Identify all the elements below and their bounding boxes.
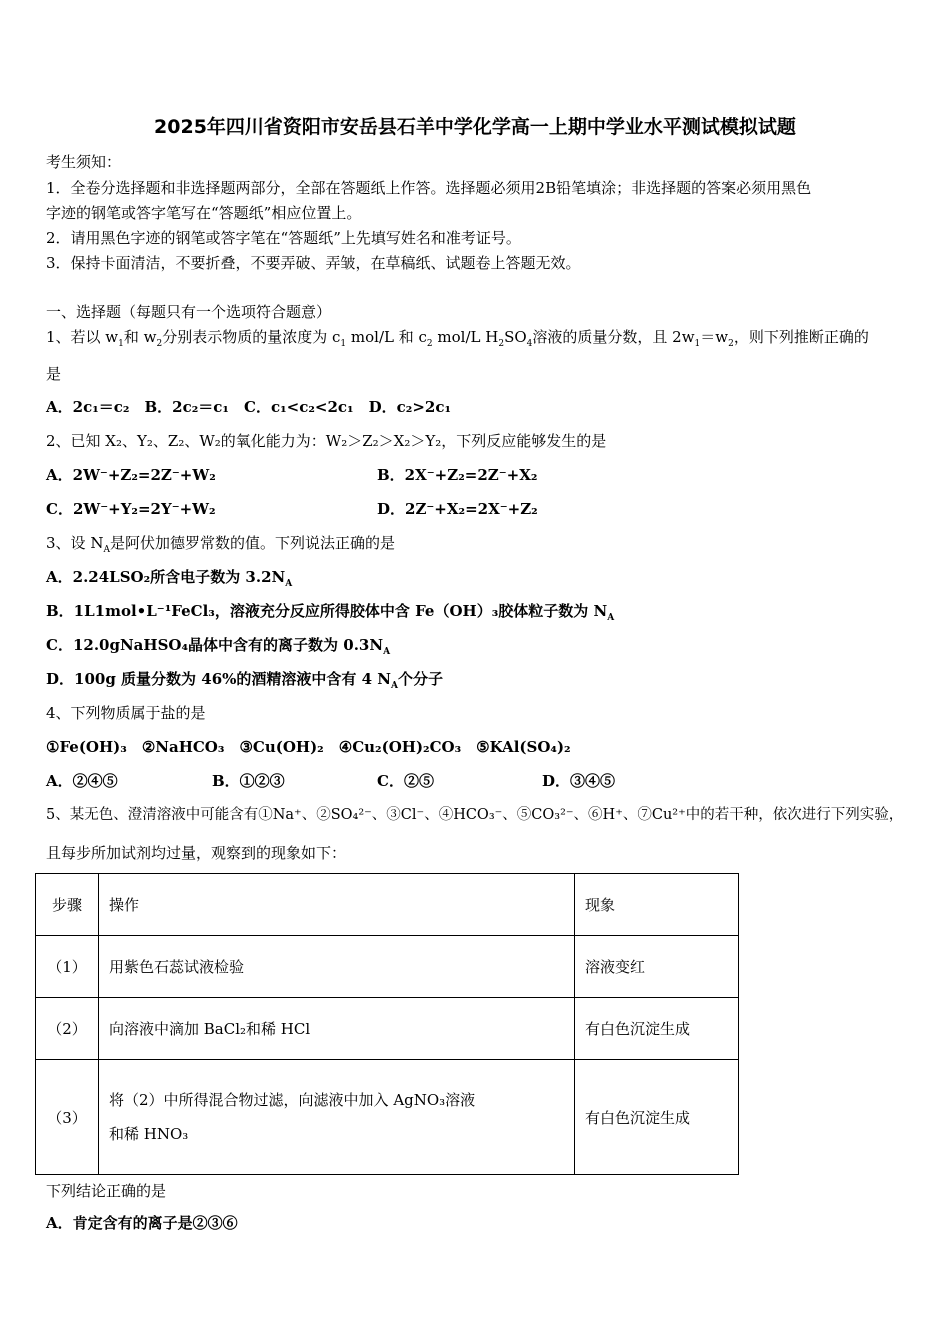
q2-stem: 2、已知 X₂、Y₂、Z₂、W₂的氧化能力为：W₂＞Z₂＞X₂＞Y₂，下列反应能够发生的是 [46, 432, 607, 450]
notice-item-3: 3．保持卡面清洁，不要折叠，不要弄破、弄皱，在草稿纸、试题卷上答题无效。 [46, 254, 581, 272]
q2-option-b: B．2X⁻+Z₂=2Z⁻+X₂ [377, 466, 538, 484]
table-cell: 溶液变红 [575, 936, 739, 998]
notice-item-1-cont: 字迹的钢笔或答字笔写在“答题纸”相应位置上。 [46, 204, 362, 222]
table-header-cell: 步骤 [36, 874, 99, 936]
notice-heading: 考生须知： [46, 153, 122, 171]
table-cell: 有白色沉淀生成 [575, 998, 739, 1060]
q3-option-b: B．1L1mol•L⁻¹FeCl₃，溶液充分反应所得胶体中含 Fe（OH）₃胶体粒子数为 $N_A$ [46, 602, 615, 623]
table-cell: 向溶液中滴加 BaCl₂和稀 HCl [99, 998, 575, 1060]
table-cell: 用紫色石蕊试液检验 [99, 936, 575, 998]
notice-item-2: 2．请用黑色字迹的钢笔或答字笔在“答题纸”上先填写姓名和准考证号。 [46, 229, 521, 247]
q2-option-d: D．2Z⁻+X₂=2X⁻+Z₂ [377, 500, 538, 518]
table-cell: （2） [36, 998, 99, 1060]
q3-option-a: A．2.24LSO₂所含电子数为 $3.2N_A$ [46, 568, 293, 589]
q1-stem: 1、若以 $w_1$和 $w_2$分别表示物质的量浓度为 $c_1$ mol/L 和 $c_2$ mol/L $H_2SO_4$溶液的质量分数，且 $2w_1=w_2$，则下列推断正确的 [46, 328, 869, 349]
q5-option-a: A．肯定含有的离子是②③⑥ [46, 1214, 238, 1232]
q4-items: ①Fe(OH)₃ ②NaHCO₃ ③Cu(OH)₂ ④Cu₂(OH)₂CO₃ ⑤KAl(SO₄)₂ [46, 738, 571, 756]
table-cell [99, 1060, 575, 1175]
q4-option-a: A．②④⑤ [46, 772, 118, 790]
exam-title: 2025年四川省资阳市安岳县石羊中学化学高一上期中学业水平测试模拟试题 [154, 116, 796, 138]
q4-stem: 4、下列物质属于盐的是 [46, 704, 206, 722]
experiment-table [35, 873, 739, 1175]
q5-after: 下列结论正确的是 [46, 1182, 167, 1200]
q3-option-d: D．100g 质量分数为 46%的酒精溶液中含有 4 $N_A$个分子 [46, 670, 443, 691]
q3-option-c: C．12.0gNaHSO₄晶体中含有的离子数为 $0.3N_A$ [46, 636, 391, 657]
q5-stem: 5、某无色、澄清溶液中可能含有①Na⁺、②SO₄²⁻、③Cl⁻、④HCO₃⁻、⑤CO₃²⁻、⑥H⁺、⑦Cu²⁺中的若干种，依次进行下列实验， [46, 807, 904, 823]
q2-option-c: C．2W⁻+Y₂=2Y⁻+W₂ [46, 500, 216, 518]
q2-option-a: A．2W⁻+Z₂=2Z⁻+W₂ [46, 466, 216, 484]
table-row [36, 998, 739, 1060]
q5-stem-cont: 且每步所加试剂均过量，观察到的现象如下： [46, 844, 347, 862]
table-cell-line: 和稀 HNO₃ [109, 1125, 189, 1143]
table-row [36, 1060, 739, 1175]
table-cell: （3） [36, 1060, 99, 1175]
section-heading: 一、选择题（每题只有一个选项符合题意） [46, 303, 332, 321]
q1-stem-cont: 是 [46, 365, 62, 383]
q4-option-d: D．③④⑤ [542, 772, 616, 790]
table-header-row [36, 874, 739, 936]
table-cell-line: 将（2）中所得混合物过滤，向滤液中加入 AgNO₃溶液 [109, 1091, 476, 1109]
q3-stem: 3、设 $N_A$是阿伏加德罗常数的值。下列说法正确的是 [46, 534, 395, 555]
q4-option-b: B．①②③ [212, 772, 285, 790]
table-header-cell: 操作 [99, 874, 575, 936]
q1-options: A．2c₁＝c₂ B．2c₂＝c₁ C．c₁<c₂<2c₁ D．c₂>2c₁ [46, 398, 452, 416]
table-cell: （1） [36, 936, 99, 998]
notice-item-1: 1．全卷分选择题和非选择题两部分，全部在答题纸上作答。选择题必须用2B铅笔填涂；非选择题的答案必须用黑色 [46, 179, 812, 197]
q4-option-c: C．②⑤ [377, 772, 434, 790]
table-row [36, 936, 739, 998]
table-cell: 有白色沉淀生成 [575, 1060, 739, 1175]
table-header-cell: 现象 [575, 874, 739, 936]
